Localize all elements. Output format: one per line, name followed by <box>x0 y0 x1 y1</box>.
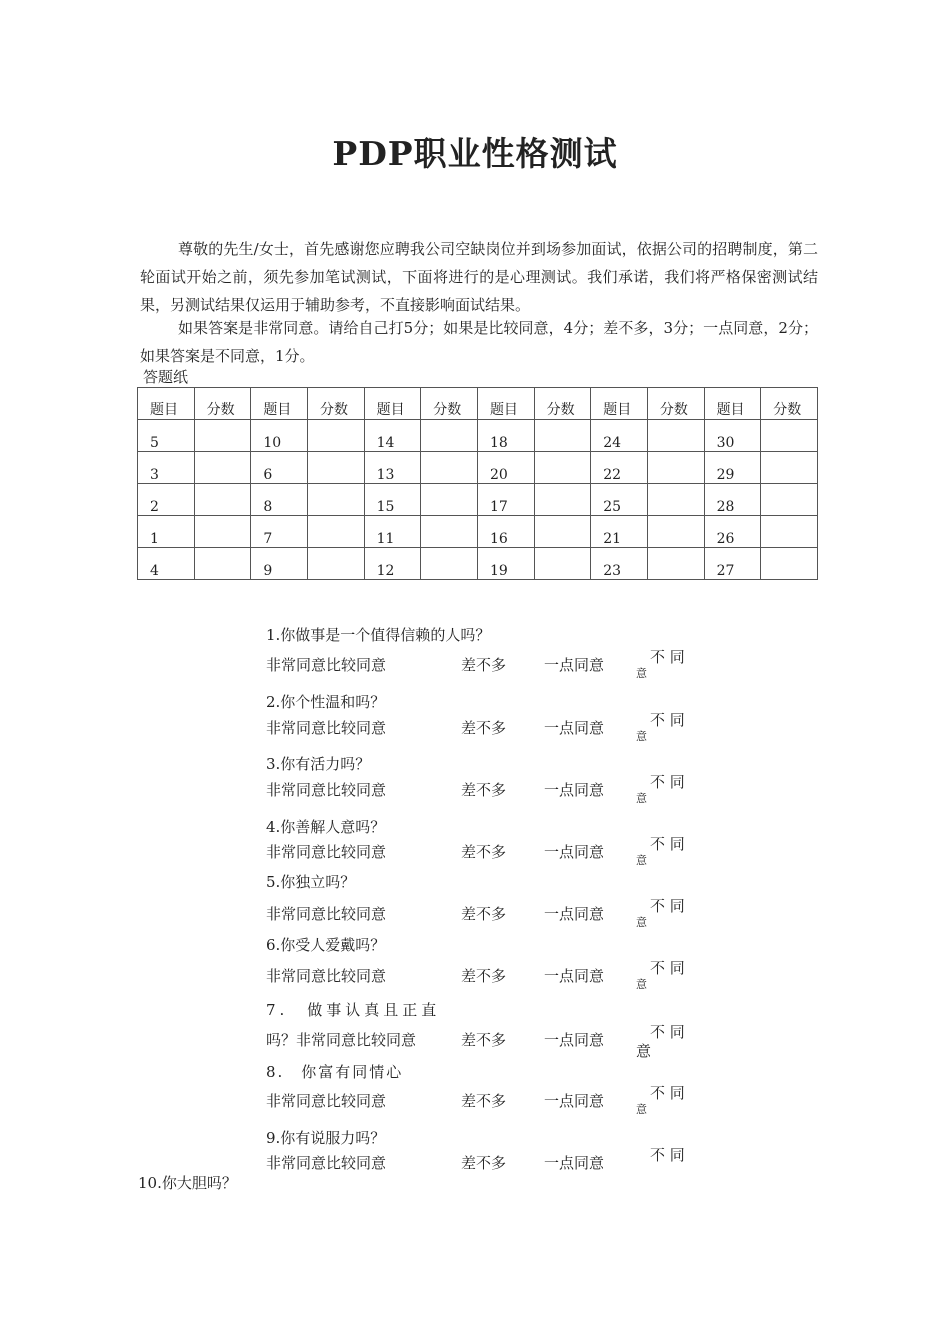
score-cell[interactable] <box>647 484 704 516</box>
header-cell: 分数 <box>421 388 478 420</box>
score-cell[interactable] <box>307 452 364 484</box>
option-strongly-agree[interactable]: 非常同意比较同意 <box>266 905 387 923</box>
score-cell[interactable] <box>421 420 478 452</box>
page-title: PDP职业性格测试 <box>332 134 618 173</box>
question-number-cell: 25 <box>591 484 648 516</box>
answer-sheet-label: 答题纸 <box>143 368 189 386</box>
question-number-cell: 26 <box>704 516 761 548</box>
question-2: 2.你个性温和吗？ <box>266 693 386 711</box>
option-strongly-agree[interactable]: 非常同意比较同意 <box>266 843 387 861</box>
option-disagree[interactable]: 不 同 <box>650 1146 685 1164</box>
header-cell: 分数 <box>194 388 251 420</box>
question-number-cell: 1 <box>138 516 195 548</box>
option-disagree[interactable]: 不 同 <box>650 773 685 791</box>
option-disagree-tail: 意 <box>636 792 647 805</box>
header-cell: 题目 <box>591 388 648 420</box>
question-number-cell: 21 <box>591 516 648 548</box>
option-disagree[interactable]: 不 同 <box>650 959 685 977</box>
option-little-agree[interactable]: 一点同意 <box>544 967 605 985</box>
score-cell[interactable] <box>534 548 591 580</box>
question-5: 5.你独立吗？ <box>266 873 356 891</box>
question-9: 9.你有说服力吗？ <box>266 1129 386 1147</box>
question-number-cell: 24 <box>591 420 648 452</box>
answer-sheet-header-row <box>138 388 818 420</box>
question-number-cell: 13 <box>364 452 421 484</box>
score-cell[interactable] <box>194 548 251 580</box>
options-row-6 <box>266 959 696 995</box>
score-cell[interactable] <box>421 516 478 548</box>
score-cell[interactable] <box>647 548 704 580</box>
header-cell: 分数 <box>761 388 818 420</box>
option-disagree-tail: 意 <box>636 916 647 929</box>
option-disagree[interactable]: 不 同 <box>650 897 685 915</box>
scoring-paragraph: 如果答案是非常同意。请给自己打5分；如果是比较同意，4分；差不多，3分；一点同意，2分；如果答案是不同意，1分。 <box>140 319 818 365</box>
option-disagree[interactable]: 不 同 <box>650 1084 685 1102</box>
score-cell[interactable] <box>307 516 364 548</box>
question-number-cell: 11 <box>364 516 421 548</box>
score-cell[interactable] <box>307 548 364 580</box>
option-strongly-agree[interactable]: 非常同意比较同意 <box>266 1154 387 1172</box>
question-number-cell: 10 <box>251 420 308 452</box>
score-cell[interactable] <box>647 516 704 548</box>
header-cell: 题目 <box>364 388 421 420</box>
question-1: 1.你做事是一个值得信赖的人吗？ <box>266 626 491 644</box>
options-row-8 <box>266 1084 696 1120</box>
question-7: 7. 做事认真且正直 <box>266 1001 441 1019</box>
header-cell: 题目 <box>704 388 761 420</box>
question-number-cell: 2 <box>138 484 195 516</box>
option-strongly-agree[interactable]: 非常同意比较同意 <box>266 719 387 737</box>
score-cell[interactable] <box>307 420 364 452</box>
option-strongly-agree[interactable]: 非常同意比较同意 <box>266 656 387 674</box>
option-disagree[interactable]: 不 同 <box>650 711 685 729</box>
option-strongly-agree[interactable]: 吗？非常同意比较同意 <box>266 1031 417 1049</box>
option-about-same[interactable]: 差不多 <box>461 1154 507 1172</box>
score-cell[interactable] <box>761 516 818 548</box>
option-little-agree[interactable]: 一点同意 <box>544 1031 605 1049</box>
header-cell: 分数 <box>307 388 364 420</box>
option-about-same[interactable]: 差不多 <box>461 719 507 737</box>
option-disagree-tail: 意 <box>636 854 647 867</box>
option-disagree[interactable]: 不 同 <box>650 648 685 666</box>
options-row-5 <box>266 897 696 933</box>
question-number-cell: 14 <box>364 420 421 452</box>
header-cell: 题目 <box>477 388 534 420</box>
score-cell[interactable] <box>194 516 251 548</box>
option-about-same[interactable]: 差不多 <box>461 905 507 923</box>
question-number-cell: 15 <box>364 484 421 516</box>
question-4: 4.你善解人意吗？ <box>266 818 386 836</box>
question-number-cell: 7 <box>251 516 308 548</box>
table-row <box>138 420 818 452</box>
option-little-agree[interactable]: 一点同意 <box>544 719 605 737</box>
score-cell[interactable] <box>761 484 818 516</box>
question-number-cell: 27 <box>704 548 761 580</box>
intro-paragraph: 尊敬的先生/女士，首先感谢您应聘我公司空缺岗位并到场参加面试，依据公司的招聘制度，第二轮面试开始之前，须先参加笔试测试，下面将进行的是心理测试。我们承诺，我们将严格保密测试结果，另测试结果仅运用于辅助参考，不直接影响面试结果。 <box>140 240 818 314</box>
question-number-cell: 6 <box>251 452 308 484</box>
score-cell[interactable] <box>534 452 591 484</box>
score-cell[interactable] <box>761 452 818 484</box>
option-about-same[interactable]: 差不多 <box>461 781 507 799</box>
options-row-3 <box>266 773 696 809</box>
option-about-same[interactable]: 差不多 <box>461 843 507 861</box>
question-number-cell: 16 <box>477 516 534 548</box>
header-cell: 题目 <box>138 388 195 420</box>
question-number-cell: 19 <box>477 548 534 580</box>
question-number-cell: 9 <box>251 548 308 580</box>
option-about-same[interactable]: 差不多 <box>461 1031 507 1049</box>
score-cell[interactable] <box>534 484 591 516</box>
question-3: 3.你有活力吗？ <box>266 755 371 773</box>
header-cell: 分数 <box>534 388 591 420</box>
score-cell[interactable] <box>647 420 704 452</box>
option-little-agree[interactable]: 一点同意 <box>544 656 605 674</box>
table-row <box>138 484 818 516</box>
option-disagree[interactable]: 不 同 <box>650 835 685 853</box>
option-little-agree[interactable]: 一点同意 <box>544 781 605 799</box>
question-number-cell: 3 <box>138 452 195 484</box>
question-number-cell: 8 <box>251 484 308 516</box>
option-disagree-tail: 意 <box>636 667 647 680</box>
option-little-agree[interactable]: 一点同意 <box>544 843 605 861</box>
score-cell[interactable] <box>421 452 478 484</box>
option-about-same[interactable]: 差不多 <box>461 656 507 674</box>
table-row <box>138 452 818 484</box>
answer-sheet-table <box>137 387 818 580</box>
score-cell[interactable] <box>761 420 818 452</box>
header-cell: 题目 <box>251 388 308 420</box>
option-disagree-tail: 意 <box>636 730 647 743</box>
table-row <box>138 548 818 580</box>
score-cell[interactable] <box>761 548 818 580</box>
option-strongly-agree[interactable]: 非常同意比较同意 <box>266 781 387 799</box>
question-6: 6.你受人爱戴吗？ <box>266 936 386 954</box>
score-cell[interactable] <box>194 484 251 516</box>
option-about-same[interactable]: 差不多 <box>461 967 507 985</box>
header-cell: 分数 <box>647 388 704 420</box>
option-strongly-agree[interactable]: 非常同意比较同意 <box>266 967 387 985</box>
options-row-7 <box>266 1023 696 1060</box>
option-about-same[interactable]: 差不多 <box>461 1092 507 1110</box>
option-disagree-tail: 意 <box>636 1042 652 1060</box>
score-cell[interactable] <box>421 548 478 580</box>
question-8: 8. 你富有同情心 <box>266 1063 404 1081</box>
score-cell[interactable] <box>647 452 704 484</box>
question-number-cell: 22 <box>591 452 648 484</box>
question-number-cell: 29 <box>704 452 761 484</box>
question-number-cell: 18 <box>477 420 534 452</box>
option-disagree-tail: 意 <box>636 978 647 991</box>
question-number-cell: 5 <box>138 420 195 452</box>
question-number-cell: 20 <box>477 452 534 484</box>
score-cell[interactable] <box>421 484 478 516</box>
score-cell[interactable] <box>534 516 591 548</box>
question-number-cell: 4 <box>138 548 195 580</box>
score-cell[interactable] <box>194 452 251 484</box>
option-little-agree[interactable]: 一点同意 <box>544 1092 605 1110</box>
question-10: 10.你大胆吗？ <box>138 1174 237 1192</box>
option-little-agree[interactable]: 一点同意 <box>544 1154 605 1172</box>
question-number-cell: 17 <box>477 484 534 516</box>
option-strongly-agree[interactable]: 非常同意比较同意 <box>266 1092 387 1110</box>
question-number-cell: 12 <box>364 548 421 580</box>
score-cell[interactable] <box>534 420 591 452</box>
question-number-cell: 23 <box>591 548 648 580</box>
option-disagree-tail: 意 <box>636 1103 647 1116</box>
options-row-4 <box>266 835 696 871</box>
options-row-2 <box>266 711 696 747</box>
options-row-1 <box>266 648 696 684</box>
score-cell[interactable] <box>307 484 364 516</box>
table-row <box>138 516 818 548</box>
options-row-9 <box>266 1146 696 1182</box>
option-little-agree[interactable]: 一点同意 <box>544 905 605 923</box>
score-cell[interactable] <box>194 420 251 452</box>
question-number-cell: 30 <box>704 420 761 452</box>
option-disagree[interactable]: 不 同 <box>650 1023 685 1041</box>
question-number-cell: 28 <box>704 484 761 516</box>
